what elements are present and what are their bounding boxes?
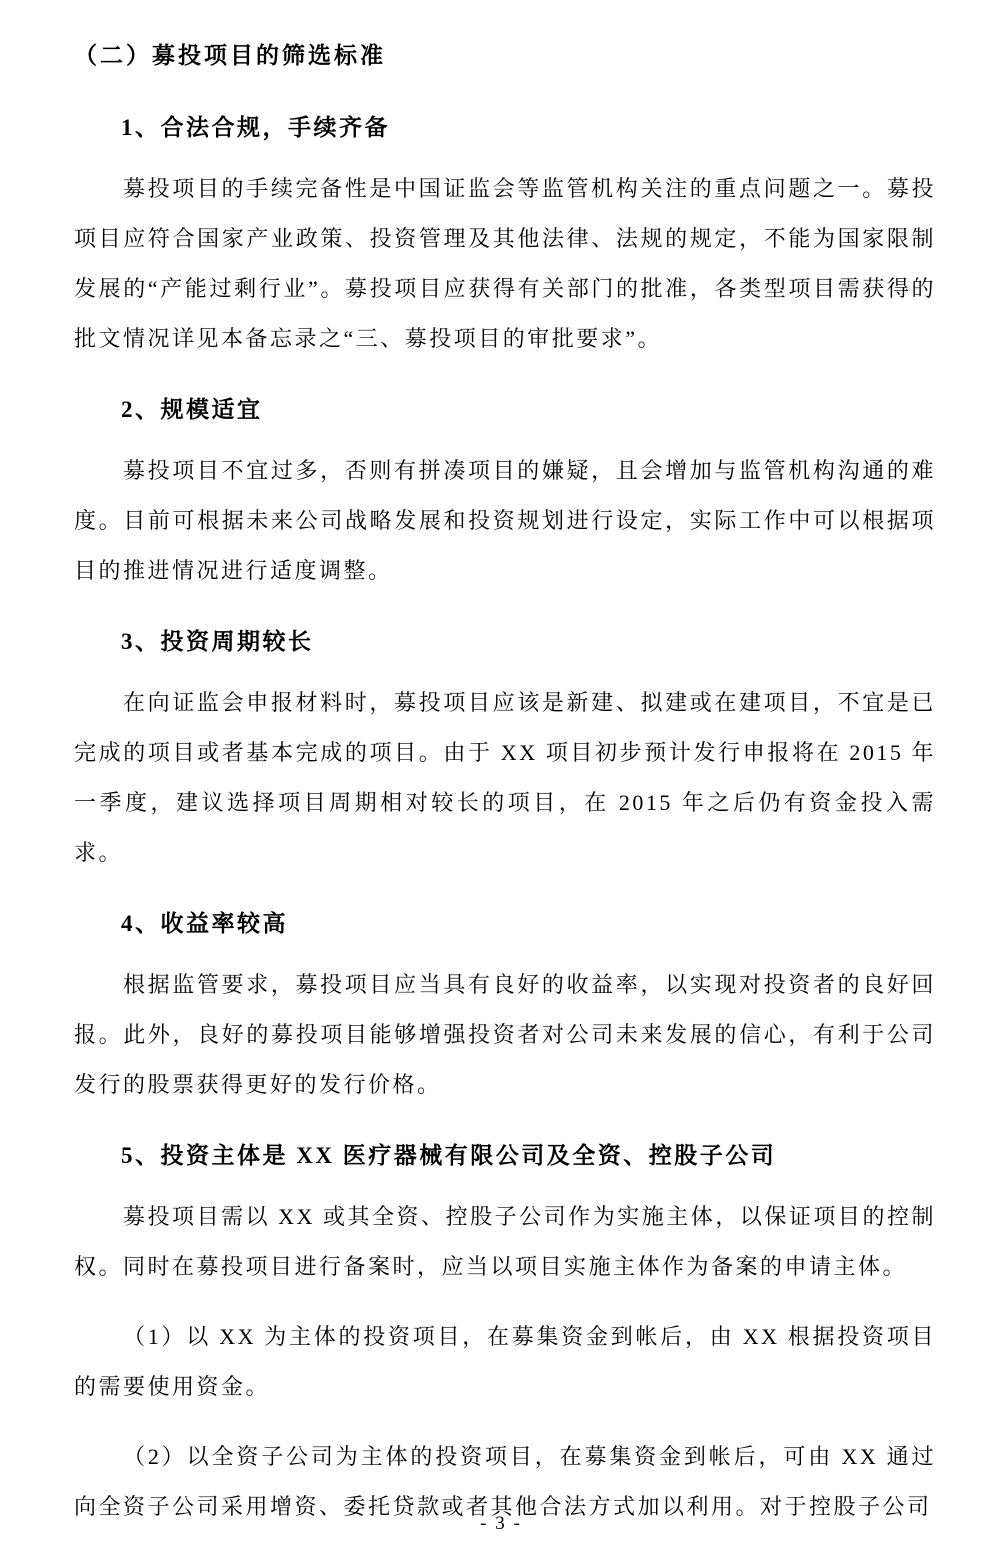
page-number: - 3 - — [480, 1513, 522, 1534]
body-paragraph: 募投项目不宜过多，否则有拼凑项目的嫌疑，且会增加与监管机构沟通的难度。目前可根据未来公司战略发展和投资规划进行设定，实际工作中可以根据项目的推进情况进行适度调整。 — [74, 458, 936, 583]
section-1-heading: 1、合法合规，手续齐备 — [121, 115, 390, 140]
section-5-heading: 5、投资主体是 XX 医疗器械有限公司及全资、控股子公司 — [121, 1143, 777, 1168]
body-paragraph-item-1: （1）以 XX 为主体的投资项目，在募集资金到帐后，由 XX 根据投资项目的需要使用资金。 — [74, 1324, 936, 1399]
section-4-heading: 4、收益率较高 — [121, 911, 288, 936]
section-legal-compliance — [74, 112, 936, 364]
section-2-heading: 2、规模适宜 — [121, 397, 263, 422]
body-paragraph: 募投项目需以 XX 或其全资、控股子公司作为实施主体，以保证项目的控制权。同时在募投项目进行备案时，应当以项目实施主体作为备案的申请主体。 — [74, 1204, 936, 1279]
document-title: （二）募投项目的筛选标准 — [74, 43, 386, 68]
section-long-investment-cycle — [74, 626, 936, 878]
body-paragraph: 根据监管要求，募投项目应当具有良好的收益率，以实现对投资者的良好回报。此外，良好的募投项目能够增强投资者对公司未来发展的信心，有利于公司发行的股票获得更好的发行价格。 — [74, 972, 936, 1097]
page-footer — [0, 1513, 1002, 1535]
section-high-return — [74, 908, 936, 1110]
body-paragraph: 募投项目的手续完备性是中国证监会等监管机构关注的重点问题之一。募投项目应符合国家产业政策、投资管理及其他法律、法规的规定，不能为国家限制发展的“产能过剩行业”。募投项目应获得有关部门的批准，各类型项目需获得的批文情况详见本备忘录之“三、募投项目的审批要求”。 — [74, 176, 936, 351]
section-3-heading: 3、投资周期较长 — [121, 629, 314, 654]
section-investment-entity — [74, 1140, 936, 1532]
section-appropriate-scale — [74, 394, 936, 596]
body-paragraph: 在向证监会申报材料时，募投项目应该是新建、拟建或在建项目，不宜是已完成的项目或者基本完成的项目。由于 XX 项目初步预计发行申报将在 2015 年一季度，建议选择项目周期相对较长的项目，在 2015 年之后仍有资金投入需求。 — [74, 690, 936, 865]
body-paragraph-item-2: （2）以全资子公司为主体的投资项目，在募集资金到帐后，可由 XX 通过向全资子公司采用增资、委托贷款或者其他合法方式加以利用。对于控股子公司 — [74, 1444, 936, 1519]
